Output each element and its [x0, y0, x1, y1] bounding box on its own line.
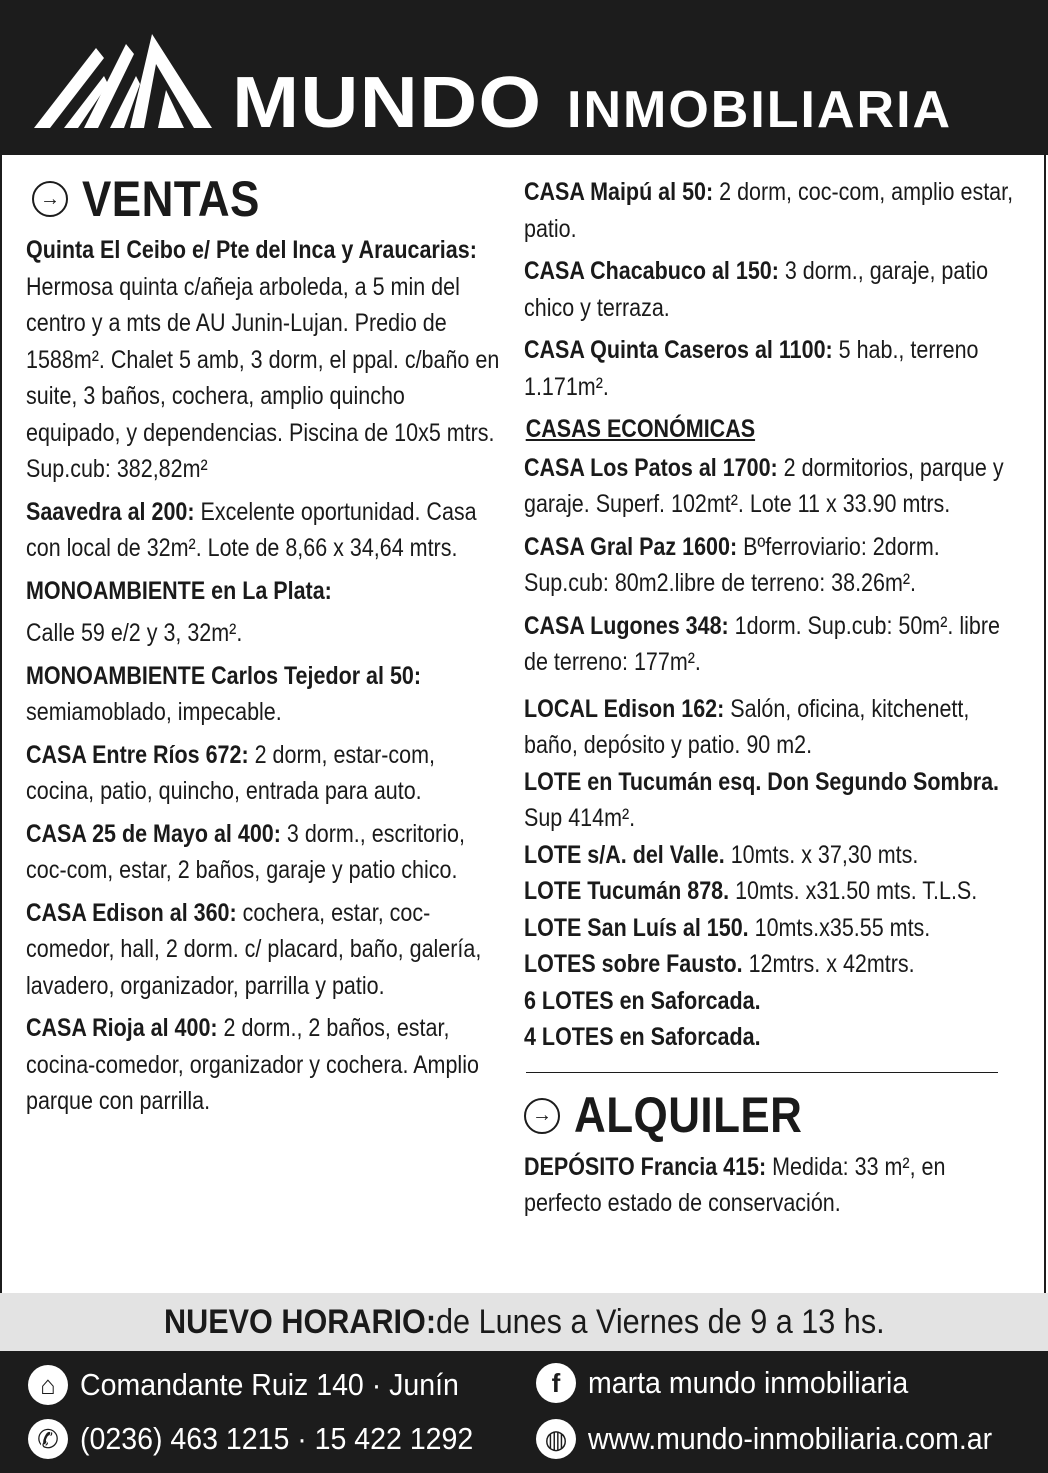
listing-entry: [26, 895, 503, 1005]
listing-description: 10mts. x 37,30 mts.: [724, 840, 919, 869]
right-column-body: [524, 174, 1023, 1056]
listing-title: LOTE Tucumán 878.: [524, 877, 730, 905]
listing-description: 2 dormitorios, parque y garaje. Superf. 102mt². Lote 11 x 33.90 mtrs.: [524, 453, 1004, 518]
facebook-icon: f: [536, 1363, 576, 1403]
address-item: [28, 1365, 492, 1405]
listing-title: CASA Edison al 360:: [26, 898, 237, 927]
phone-text[interactable]: (0236) 463 1215 · 15 422 1292: [80, 1421, 474, 1456]
listing-entry: [524, 332, 1023, 405]
listing-entry: [26, 658, 503, 731]
brand-sub: INMOBILIARIA: [567, 81, 953, 139]
listing-entry: [26, 494, 503, 567]
schedule-text: NUEVO HORARIO:de Lunes a Viernes de 9 a 13 hs.: [163, 1303, 885, 1341]
listing-title: 4 LOTES en Saforcada.: [524, 1023, 761, 1051]
listing-title: Saavedra al 200:: [26, 497, 195, 526]
listing-description: 2 dorm., 2 baños, estar, cocina-comedor, organizador y cochera. Amplio parque con parrilla.: [26, 1014, 479, 1115]
ventas-right-list: [524, 174, 1023, 405]
listing-description: 3 dorm., escritorio, coc-com, estar, 2 baños, garaje y patio chico.: [26, 819, 465, 884]
arrow-right-icon: →: [32, 181, 68, 217]
alquiler-heading: [518, 1085, 1024, 1147]
listing-title: MONOAMBIENTE en La Plata:: [26, 576, 332, 605]
listing-entry: [524, 837, 1023, 874]
listing-title: LOTE San Luís al 150.: [524, 913, 749, 942]
listing-description: Bºferroviario: 2dorm. Sup.cub: 80m2.libre de terreno: 38.26m².: [524, 532, 940, 597]
listing-description: Hermosa quinta c/añeja arboleda, a 5 min del centro y a mts de AU Junin-Lujan. Predio de 1588m². Chalet 5 amb, 3 dorm, el ppal. c/baño en suite, 3 baños, cochera, amplio quincho equipado, y dependencias. Piscina de 10x5 mtrs. Sup.cub: 382,82m²: [26, 272, 500, 483]
listing-description: 1dorm. Sup.cub: 50m². libre de terreno: 177m².: [524, 611, 1000, 676]
alquiler-list: [524, 1149, 1023, 1228]
listing-entry: [524, 983, 1023, 1020]
logo-mark-icon: [34, 34, 212, 128]
listing-description: Salón, oficina, kitchenett, baño, depósito y patio. 90 m2.: [524, 694, 970, 759]
listing-title: CASA Lugones 348:: [524, 611, 729, 640]
listing-description: 2 dorm, estar-com, cocina, patio, quincho, entrada para auto.: [26, 740, 436, 805]
listing-description: 10mts.x35.55 mts.: [748, 913, 931, 942]
listing-entry: [524, 1149, 1023, 1222]
brand-name: [232, 62, 953, 144]
left-column: [26, 168, 504, 1126]
listing-description: 10mts. x31.50 mts. T.L.S.: [729, 877, 978, 905]
listing-entry: [524, 910, 1023, 947]
listing-title: CASA 25 de Mayo al 400:: [26, 819, 281, 848]
ventas-title: VENTAS: [82, 170, 260, 227]
listing-title: Quinta El Ceibo e/ Pte del Inca y Araucarias:: [26, 236, 477, 264]
listing-title: LOCAL Edison 162:: [524, 694, 725, 723]
listing-entry: [524, 873, 1023, 910]
globe-icon: ◍: [536, 1419, 576, 1459]
listing-title: LOTE en Tucumán esq. Don Segundo Sombra.: [524, 767, 1000, 796]
listing-description: semiamoblado, impecable.: [26, 698, 282, 726]
listing-title: CASA Maipú al 50:: [524, 178, 714, 206]
listing-description: 12mtrs. x 42mtrs.: [742, 950, 915, 978]
listing-title: CASA Chacabuco al 150:: [524, 257, 779, 285]
phone-icon: ✆: [28, 1419, 68, 1459]
listing-description: Calle 59 e/2 y 3, 32m².: [26, 619, 243, 647]
ventas-heading: [26, 168, 504, 230]
listing-entry: [524, 529, 1023, 602]
economicas-title: CASAS ECONÓMICAS: [525, 415, 756, 443]
listing-description: 3 dorm., garaje, patio chico y terraza.: [524, 257, 989, 322]
listing-description: Sup 414m².: [524, 804, 636, 832]
footer: [0, 1351, 1048, 1473]
facebook-item[interactable]: [536, 1363, 936, 1403]
arrow-right-icon: →: [524, 1098, 560, 1134]
brand-main: MUNDO: [232, 63, 543, 143]
listing-title: MONOAMBIENTE Carlos Tejedor al 50:: [26, 661, 422, 690]
listing-entry: [26, 573, 503, 610]
listing-entry: [524, 691, 1023, 764]
facebook-text[interactable]: marta mundo inmobiliaria: [588, 1365, 909, 1400]
listing-title: CASA Quinta Caseros al 1100:: [524, 336, 833, 364]
listing-entry: [524, 174, 1023, 247]
ventas-list: [26, 232, 503, 1126]
website-text[interactable]: www.mundo-inmobiliaria.com.ar: [588, 1421, 993, 1456]
listing-title: 6 LOTES en Saforcada.: [524, 986, 761, 1015]
schedule-bar: [0, 1293, 1048, 1351]
listing-description: Medida: 33 m², en perfecto estado de conservación.: [524, 1152, 946, 1217]
listing-title: CASA Entre Ríos 672:: [26, 740, 249, 769]
lotes-list: [524, 691, 1023, 1056]
listing-entry: [524, 608, 1023, 681]
phone-item[interactable]: [28, 1419, 507, 1459]
alquiler-title: ALQUILER: [574, 1087, 803, 1144]
listing-title: CASA Los Patos al 1700:: [524, 453, 778, 482]
listing-title: LOTE s/A. del Valle.: [524, 840, 725, 869]
listing-entry: [26, 816, 503, 889]
economicas-list: [524, 450, 1023, 681]
address-text: Comandante Ruiz 140 · Junín: [80, 1367, 459, 1402]
listing-entry: [524, 946, 1023, 983]
listing-entry: [524, 450, 1023, 523]
listing-entry: [524, 764, 1023, 837]
listing-entry: [26, 737, 503, 810]
website-item[interactable]: [536, 1419, 1027, 1459]
listing-entry: [524, 1019, 1023, 1056]
listing-title: LOTES sobre Fausto.: [524, 950, 743, 978]
header: [0, 0, 1048, 155]
listing-description: cochera, estar, coc-comedor, hall, 2 dorm. c/ placard, baño, galería, lavadero, organizador, parrilla y patio.: [26, 898, 482, 1000]
listing-title: CASA Rioja al 400:: [26, 1014, 218, 1042]
divider: [526, 1072, 998, 1073]
listing-entry: [26, 232, 503, 488]
listing-entry: [524, 253, 1023, 326]
listing-entry: [26, 615, 503, 652]
home-icon: ⌂: [28, 1365, 68, 1405]
listing-title: DEPÓSITO Francia 415:: [524, 1152, 767, 1181]
listing-title: CASA Gral Paz 1600:: [524, 532, 738, 561]
listing-description: Excelente oportunidad. Casa con local de 32m². Lote de 8,66 x 34,64 mtrs.: [26, 497, 477, 562]
listing-description: 2 dorm, coc-com, amplio estar, patio.: [524, 178, 1014, 243]
listing-description: 5 hab., terreno 1.171m².: [524, 336, 979, 401]
right-column: [524, 174, 1024, 1228]
listing-entry: [26, 1010, 503, 1120]
